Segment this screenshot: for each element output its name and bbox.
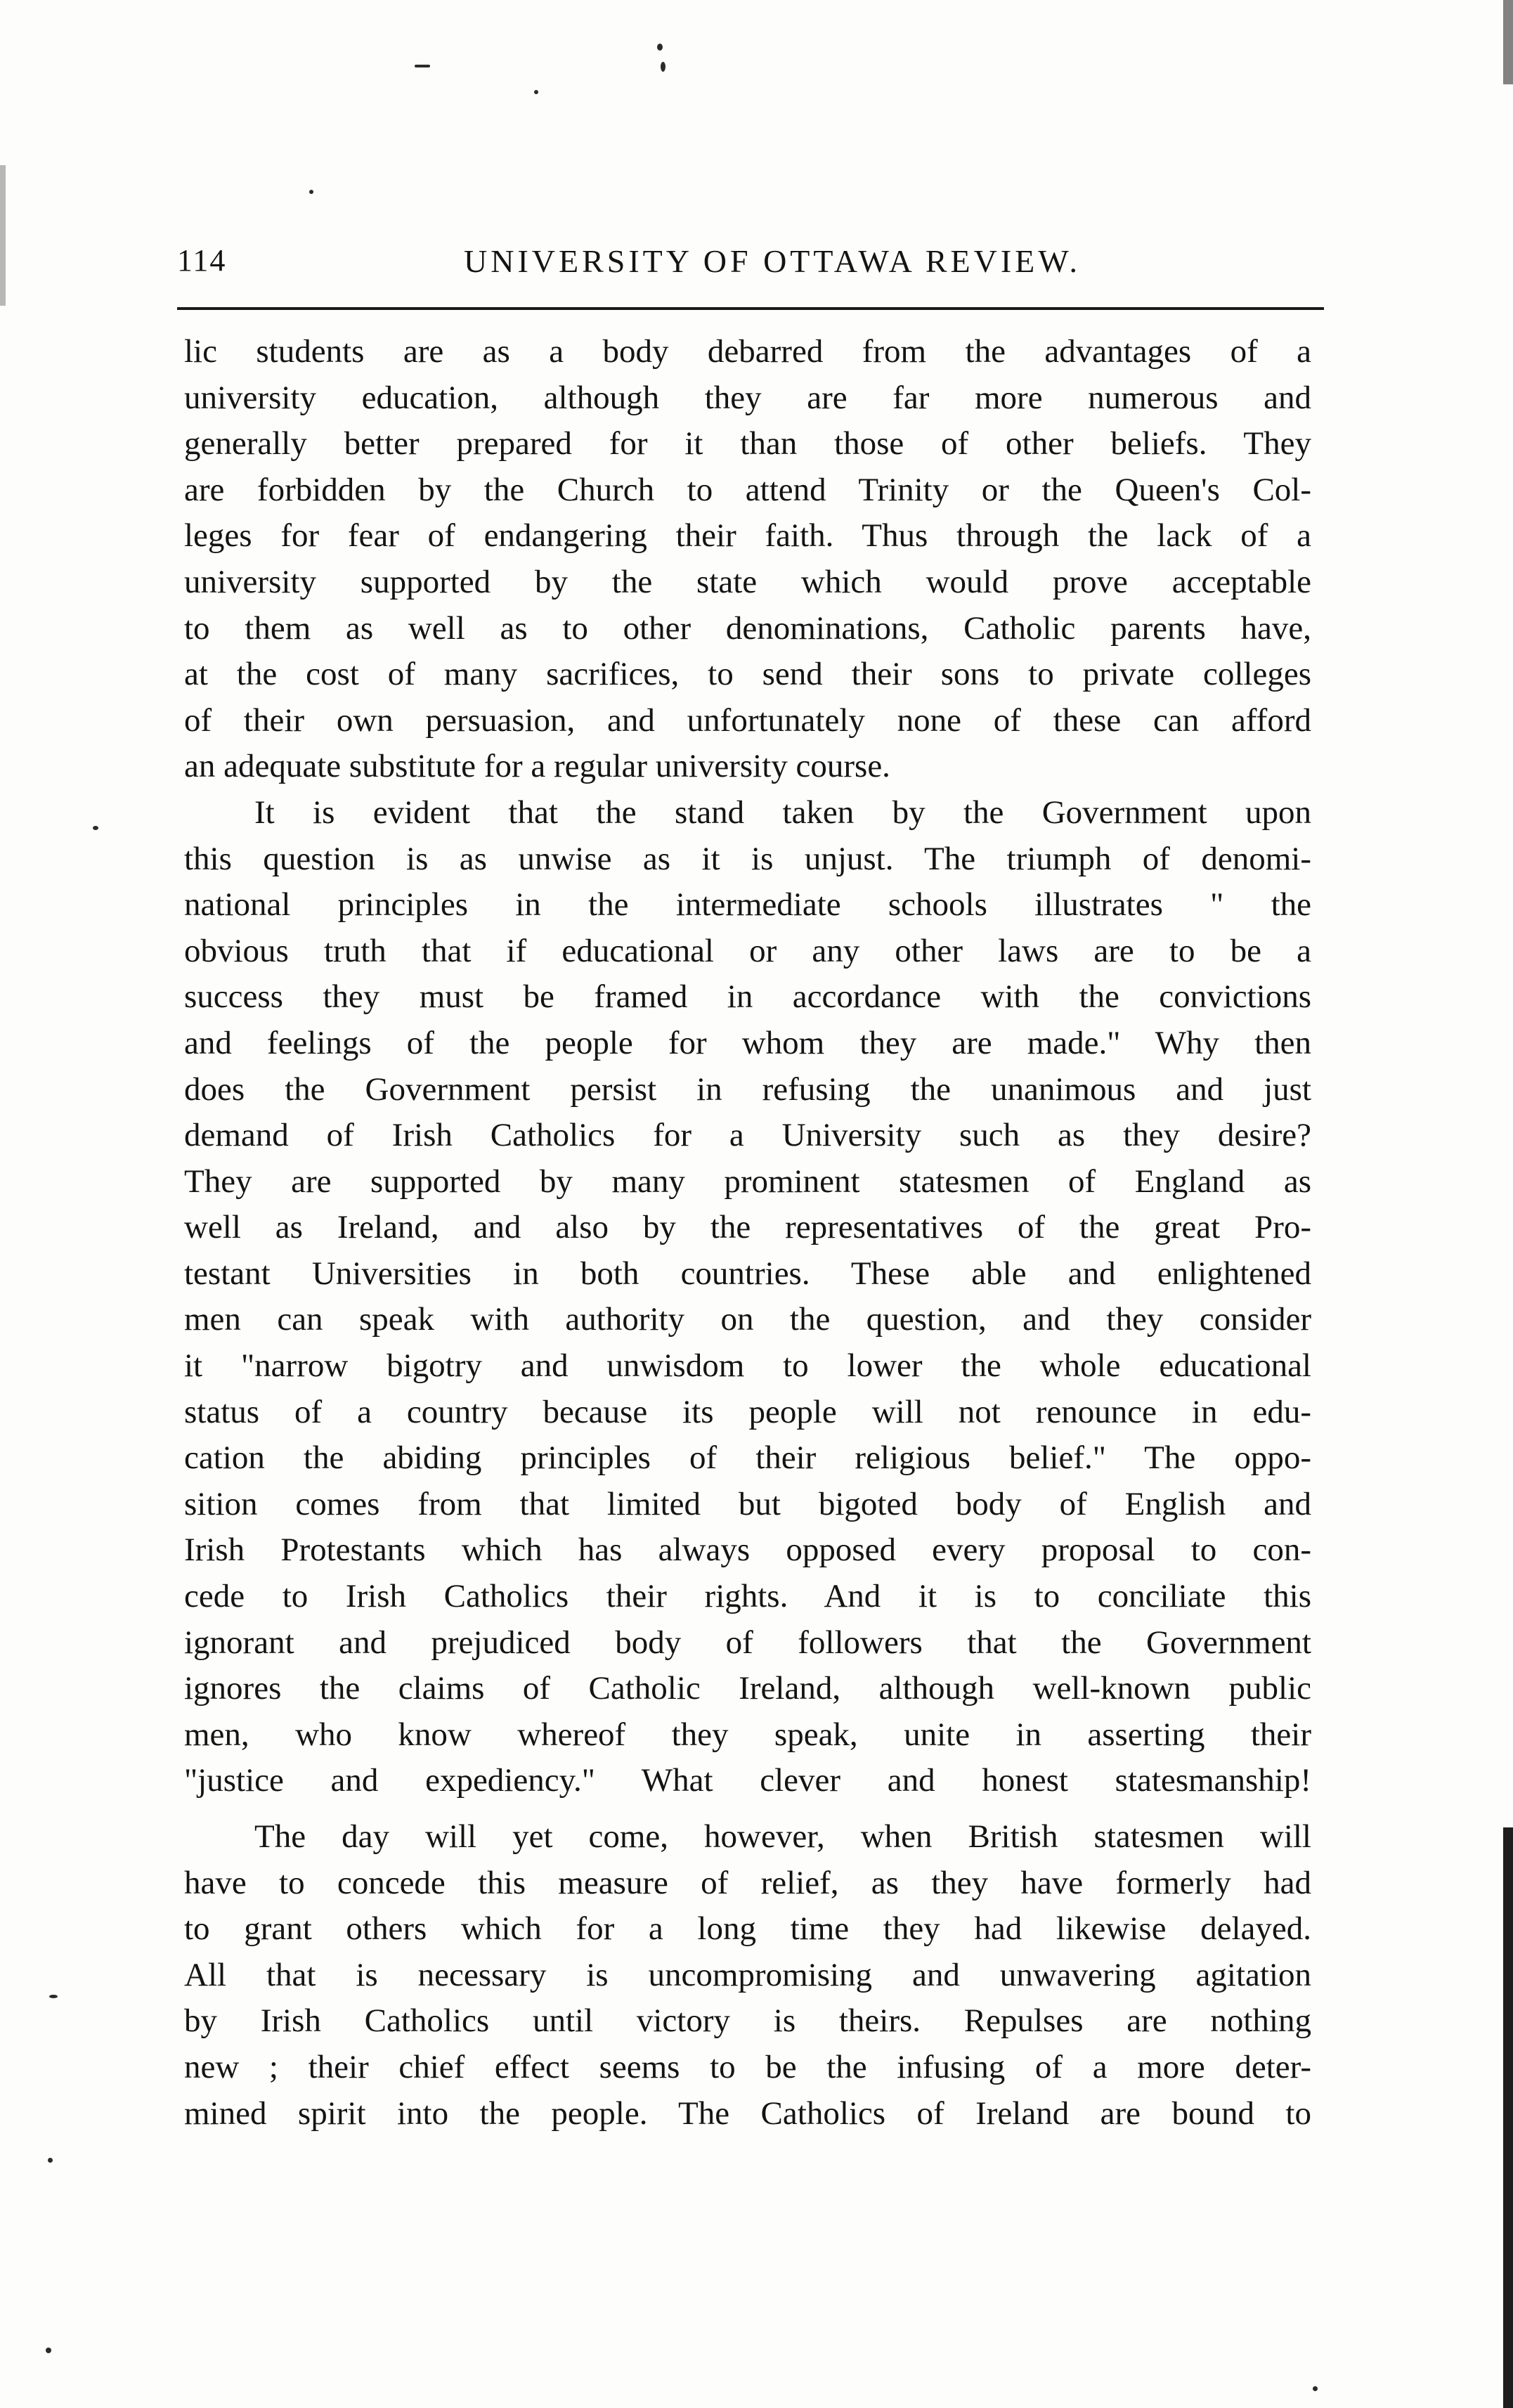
text-line: it "narrow bigotry and unwisdom to lower the whole educational bbox=[184, 1347, 1311, 1385]
scan-speck bbox=[93, 826, 98, 830]
text-line: success they must be framed in accordance with the convictions bbox=[184, 978, 1311, 1016]
text-line: testant Universities in both countries. These able and enlightened bbox=[184, 1255, 1311, 1292]
text-line: The day will yet come, however, when British statesmen will bbox=[254, 1818, 1311, 1855]
text-line: this question is as unwise as it is unjust. The triumph of denomi- bbox=[184, 840, 1311, 877]
paragraph bbox=[184, 790, 1311, 1804]
scan-left-edge bbox=[0, 165, 6, 306]
text-line: Irish Protestants which has always opposed every proposal to con- bbox=[184, 1532, 1311, 1569]
text-line: are forbidden by the Church to attend Trinity or the Queen's Col- bbox=[184, 471, 1311, 508]
text-line: of their own persuasion, and unfortunately none of these can afford bbox=[184, 701, 1311, 739]
scan-speck bbox=[1313, 2386, 1318, 2391]
text-line: leges for fear of endangering their faith. Thus through the lack of a bbox=[184, 517, 1311, 555]
text-line: at the cost of many sacrifices, to send their sons to private colleges bbox=[184, 656, 1311, 693]
text-line: new ; their chief effect seems to be the infusing of a more deter- bbox=[184, 2048, 1311, 2085]
text-line: have to concede this measure of relief, as they have formerly had bbox=[184, 1864, 1311, 1901]
text-line: men can speak with authority on the question, and they consider bbox=[184, 1301, 1311, 1338]
scan-speck bbox=[661, 62, 665, 72]
paragraph bbox=[184, 329, 1311, 790]
text-line: sition comes from that limited but bigoted body of English and bbox=[184, 1485, 1311, 1522]
page-header bbox=[177, 242, 1324, 285]
text-line: All that is necessary is uncompromising and unwavering agitation bbox=[184, 1956, 1311, 1993]
running-head: UNIVERSITY OF OTTAWA REVIEW. bbox=[464, 243, 1081, 279]
text-line: obvious truth that if educational or any other laws are to be a bbox=[184, 932, 1311, 969]
text-line: demand of Irish Catholics for a University such as they desire? bbox=[184, 1117, 1311, 1154]
text-line: well as Ireland, and also by the representatives of the great Pro- bbox=[184, 1209, 1311, 1246]
scan-speck bbox=[534, 90, 538, 94]
page-number: 114 bbox=[177, 243, 227, 278]
text-line: by Irish Catholics until victory is theirs. Repulses are nothing bbox=[184, 2002, 1311, 2040]
scan-speck bbox=[46, 2348, 51, 2353]
text-line: cede to Irish Catholics their rights. And it is to conciliate this bbox=[184, 1578, 1311, 1615]
text-line: They are supported by many prominent statesmen of England as bbox=[184, 1163, 1311, 1200]
scan-speck bbox=[415, 65, 430, 67]
text-line: university education, although they are far more numerous and bbox=[184, 379, 1311, 416]
text-line: generally better prepared for it than those of other beliefs. They bbox=[184, 425, 1311, 462]
text-line: lic students are as a body debarred from the advantages of a bbox=[184, 333, 1311, 370]
text-line: cation the abiding principles of their religious belief." The oppo- bbox=[184, 1439, 1311, 1477]
body-text bbox=[184, 329, 1311, 2137]
scan-right-edge bbox=[1503, 1827, 1513, 2408]
scan-right-edge bbox=[1503, 0, 1513, 84]
scan-speck bbox=[49, 1995, 58, 1998]
scan-speck bbox=[309, 190, 313, 194]
text-line: and feelings of the people for whom they are made." Why then bbox=[184, 1024, 1311, 1061]
text-line: university supported by the state which would prove acceptable bbox=[184, 563, 1311, 600]
header-rule bbox=[177, 307, 1324, 310]
text-line: "justice and expediency." What clever and honest statesmanship! bbox=[184, 1762, 1311, 1799]
paragraph-gap bbox=[184, 1804, 1311, 1814]
paragraph bbox=[184, 1814, 1311, 2137]
text-line: to grant others which for a long time they had likewise delayed. bbox=[184, 1910, 1311, 1948]
text-line: national principles in the intermediate schools illustrates " the bbox=[184, 886, 1311, 924]
text-line: ignores the claims of Catholic Ireland, although well-known public bbox=[184, 1670, 1311, 1707]
text-line: to them as well as to other denominations, Catholic parents have, bbox=[184, 609, 1311, 647]
scan-speck bbox=[48, 2158, 53, 2163]
text-line: It is evident that the stand taken by the Government upon bbox=[254, 794, 1311, 831]
text-line: ignorant and prejudiced body of followers that the Government bbox=[184, 1624, 1311, 1661]
text-line: men, who know whereof they speak, unite in asserting their bbox=[184, 1716, 1311, 1753]
text-line: an adequate substitute for a regular university course. bbox=[184, 748, 890, 785]
text-line: status of a country because its people will not renounce in edu- bbox=[184, 1393, 1311, 1430]
scan-speck bbox=[657, 44, 663, 51]
text-line: mined spirit into the people. The Catholics of Ireland are bound to bbox=[184, 2095, 1311, 2132]
text-line: does the Government persist in refusing the unanimous and just bbox=[184, 1070, 1311, 1108]
